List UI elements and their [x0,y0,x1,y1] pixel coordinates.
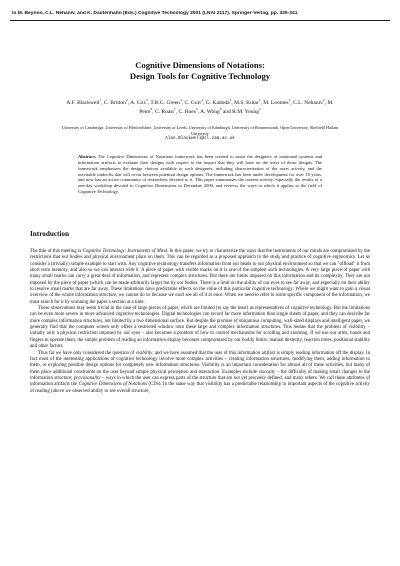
author-separator: , [324,100,328,106]
introduction-body [30,249,370,395]
affiliation-mark: 4 [179,98,182,103]
citation-header: In M. Beynon, C.L. Nehaniv, and K. Dautenhahn (Eds.) Cognitive Technology 2001 (LNAI 2117). Springer-Verlag, pp. 325-341 [12,11,298,16]
abstract [78,154,322,195]
author-name: A. Wong [200,108,220,115]
affiliation-mark: 4 [201,98,203,103]
emphasis: Cognitive Dimensions of Notations [78,382,148,388]
author-separator: , [147,100,151,106]
author-separator: , [203,100,206,106]
author-name: A. Cox [130,100,146,106]
author-separator: , [152,108,155,115]
author-separator: , [231,100,235,106]
author-name: C. Roast [155,108,174,115]
affiliation-mark: 7 [173,106,176,111]
emphasis: Cognitive Technology: Instruments of Mind [82,249,167,254]
author-list [62,99,338,116]
text-run: . In this paper, we try to characterize the ways that the instruments of our minds are compromised by the restrictions that our bodies and physical environment place on them. This can be regarded as a proposed approach to the study and practice of cognitive ergonomics. Let us consider a (trivially) simple example to start with. Any cognitive technology transfers information from our heads to our physical environment so that we can "offload" it from short term memory, and also so we can interact with it. A piece of paper with visible marks on it is one of the simplest such technologies. A very large piece of paper with many small marks can carry a great deal of information, and represent complex structures. But there are limits imposed on this information and its complexity. They are not imposed by the piece of paper (which can be made arbitrarily large) but by our bodies. There is a limit on the ability of our eyes to see far away, and especially on their ability to resolve small marks that are far away. These limitations have predictable effects on the value of this particular cognitive technology: Where we might want to gain a visual overview of the whole information structure, we cannot do so because we can't see all of it at once. When we need to refer to some specific component of the information, we must search for it by scanning the paper a section at a time. [30,249,370,305]
author-name: G. Kadoda [205,100,230,106]
author-separator: , [260,100,264,106]
author-separator: , [290,100,294,106]
author-name: C.L. Nehaniv [293,100,323,106]
paragraph: These observations may seem trivial in the case of large pieces of paper, which are limited (to say the least) as representatives of cognitive technology. But the limitations can be even more severe in more advanced cognitive technologies. Digital technologies can record far more information than single sheets of paper, and they can describe far more complex information structures, not limited by a two dimensional surface. But despite the promise of ubiquitous computing, wall-sized displays and intelligent paper, we generally find that the computer screen only offers a restricted window onto these large and complex information structures. This means that the problem of visibility – initially only a physical restriction imposed by our eyes – also becomes a problem of how to control mechanisms for scrolling and zooming. If we use our arms, hands and fingers to operate them, the simple problem of reading an information display becomes compromised by our bodily limits: manual dexterity, reaction times, positional stability and other factors. [30,306,370,350]
emphasis: visibility [135,350,153,356]
author-name: T.R.G. Green [150,100,180,106]
text-run: – the difficulty of making small changes to the information structure; [30,369,370,381]
author-separator: , [127,100,131,106]
contact-email: Alan.Blackwell@cl.cam.ac.uk [165,136,235,142]
author-separator: , [181,100,185,106]
paper-title-line-2: Design Tools for Cognitive Technology [129,71,271,81]
affiliation-mark: 4 [195,106,198,111]
author-name: M. Petre [139,100,334,115]
paragraph [30,249,370,306]
affiliation-mark: 8 [219,106,222,111]
affiliation-mark: 2 [258,98,261,103]
affiliation-mark: 3 [146,98,148,103]
author-separator: , [197,108,201,115]
author-name: C. Britton [103,100,126,106]
author-name: C. Roes [178,108,196,115]
text-run: , and we have assumed that the user of this information artifact is simply reading information off the display. In fact most of the interesting applications of cognitive technology involve more complex activities – creating information structures, modifying them, adding information to them, or exploring possible design options for completely new information structures. Visibility is an important consideration for almost all of these activities, but many of them place additional constraints on the user beyond simple physical perception and interaction. Examples include [30,350,370,375]
emphasis: provisionality [73,375,101,381]
author-name: C. Gurr [184,100,202,106]
affiliation-mark: 5 [229,98,232,103]
header-rule [10,20,390,21]
affiliation-list: University of Cambridge, University of Hertfordshire, University of Leeds, University of Edinburgh, University of Bournemouth, Open University, Sheffield Hallam University [61,125,339,136]
text-run: The title of this meeting is [30,249,83,254]
text-run: (CDs). In the same way that visibility has a predictable relationship to important aspects of the cognitive activity of reading (above we observed ability to see overall structure, [30,382,370,394]
text-run: Thus far we have only considered the question of [38,350,136,356]
paragraph [30,351,370,395]
author-separator: , [101,100,104,106]
author-name: A.F. Blackwell [66,100,100,106]
affiliation-mark: 2 [288,98,291,103]
author-separator: and [221,108,233,115]
affiliation-mark: 2 [125,98,128,103]
author-name: R.M. Young [232,108,260,115]
author-separator: , [175,108,179,115]
author-name: M.S. Kutar [234,100,259,106]
affiliation-mark: 2 [322,98,325,103]
emphasis: viscosity [258,369,276,375]
affiliation-mark: 6 [150,106,153,111]
paper-title-line-1: Cognitive Dimensions of Notations: [135,60,265,70]
abstract-label: Abstract. [78,154,96,159]
affiliation-mark: 2 [259,106,261,111]
section-heading-introduction: Introduction [30,230,70,238]
affiliations [60,125,340,142]
affiliation-mark: 1 [99,98,102,103]
author-name: M. Loomes [263,100,289,106]
text-run: – ways in which the user can express parts of the structure that are not yet precisely defined, and many others. We call these attributes of information artifacts the [30,375,370,388]
abstract-text: The Cognitive Dimensions of Notations framework has been created to assist the designers of notational systems and information artifacts to evaluate their designs with respect to the impact that they will have on the users of those designs. The framework emphasizes the design choices available to such designers, including characterization of the users activity, and the inevitable tradeoffs that will occur between potential design options. The framework has been under development for over 10 years, and now has an active community of researchers devoted to it. This paper summarises the current activity, especially the results of a one-day workshop devoted to Cognitive Dimensions in December 2000, and reviews the ways in which it applies to the field of Cognitive Technology. [78,154,322,195]
